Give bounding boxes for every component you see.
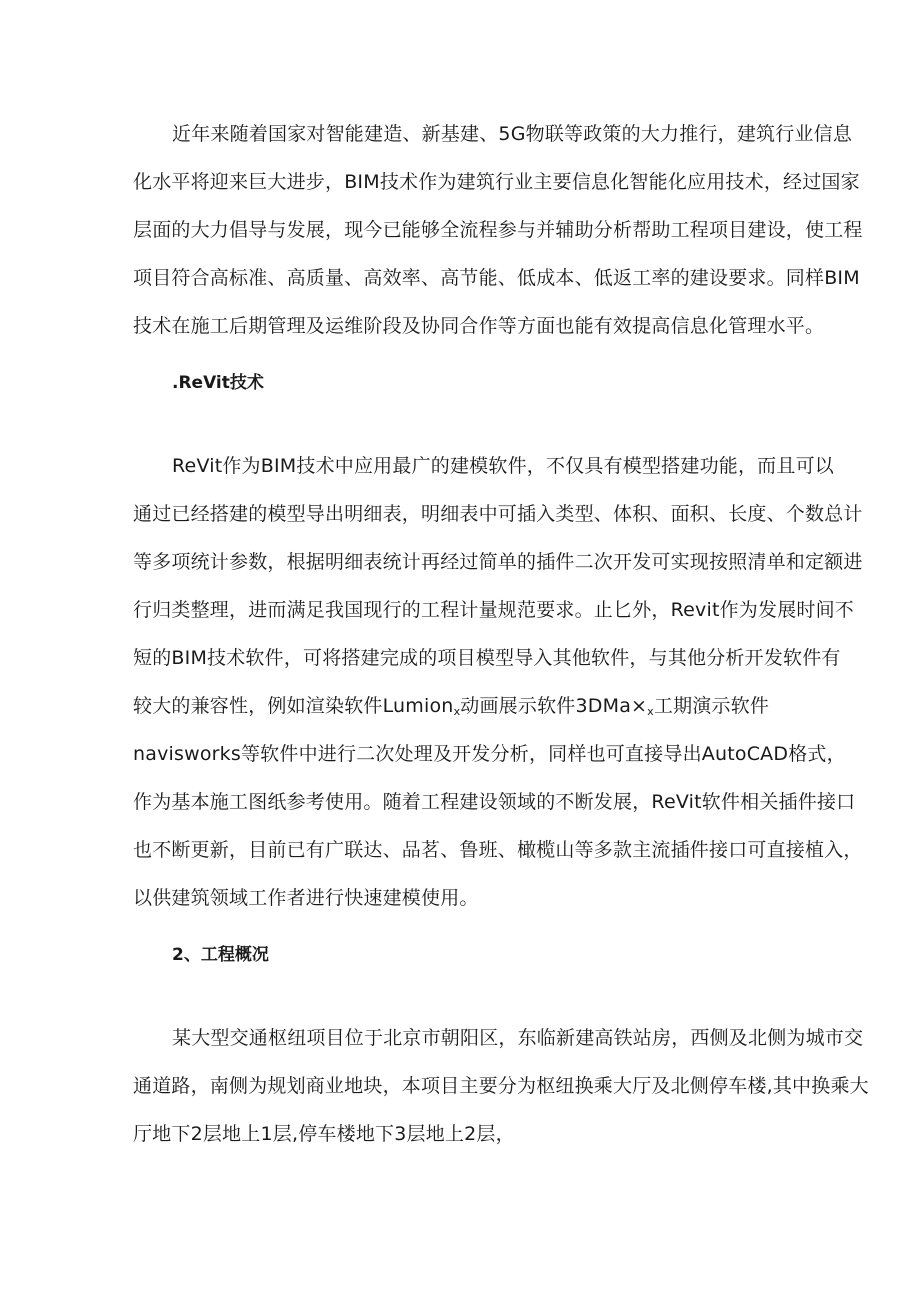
paragraph-2-line-4: 行归类整理，进而满足我国现行的工程计量规范要求。止匕外，Revit作为发展时间不 xyxy=(133,599,855,621)
paragraph-2-line-3: 等多项统计参数，根据明细表统计再经过简单的插件二次开发可实现按照清单和定额进 xyxy=(133,551,863,573)
paragraph-2-line-1: ReVit作为BIM技术中应用最广的建模软件，不仅具有模型搭建功能，而且可以 xyxy=(172,455,834,477)
paragraph-2-line-6 xyxy=(133,694,769,724)
paragraph-2-line-7: navisworks等软件中进行二次处理及开发分析，同样也可直接导出AutoCAD格式， xyxy=(133,743,846,765)
line-6-subscript-2: x xyxy=(647,705,654,718)
paragraph-1-line-3: 层面的大力倡导与发展，现今已能够全流程参与并辅助分析帮助工程项目建设，使工程 xyxy=(133,219,863,241)
paragraph-2-line-2: 通过已经搭建的模型导出明细表，明细表中可插入类型、体积、面积、长度、个数总计 xyxy=(133,503,863,525)
paragraph-1-line-1: 近年来随着国家对智能建造、新基建、5G物联等政策的大力推行，建筑行业信息 xyxy=(172,123,853,145)
paragraph-1-line-4: 项目符合高标准、高质量、高效率、高节能、低成本、低返工率的建设要求。同样BIM xyxy=(133,267,860,289)
section-heading-project-overview: 2、工程概况 xyxy=(172,945,269,965)
paragraph-1-line-2: 化水平将迎来巨大进步，BIM技术作为建筑行业主要信息化智能化应用技术，经过国家 xyxy=(133,171,860,193)
section-heading-revit: .ReVit技术 xyxy=(172,373,264,393)
paragraph-2-line-8: 作为基本施工图纸参考使用。随着工程建设领域的不断发展，ReVit软件相关插件接口 xyxy=(133,791,856,813)
line-6-part-b: 动画展示软件3DMa× xyxy=(460,695,648,717)
paragraph-2-line-9: 也不断更新，目前已有广联达、品茗、鲁班、橄榄山等多款主流插件接口可直接植入， xyxy=(133,839,863,861)
line-6-part-c: 工期演示软件 xyxy=(653,695,770,717)
paragraph-2-line-5: 短的BIM技术软件，可将搭建完成的项目模型导入其他软件，与其他分析开发软件有 xyxy=(133,647,841,669)
line-6-part-a: 较大的兼容性，例如渲染软件Lumion xyxy=(133,695,454,717)
line-6-subscript-1: x xyxy=(453,705,461,718)
paragraph-3-line-3: 厅地下2层地上1层,停车楼地下3层地上2层， xyxy=(133,1123,515,1145)
paragraph-2-line-10: 以供建筑领域工作者进行快速建模使用。 xyxy=(133,887,479,909)
paragraph-1-line-5: 技术在施工后期管理及运维阶段及协同合作等方面也能有效提高信息化管理水平。 xyxy=(133,315,825,337)
paragraph-3-line-1: 某大型交通枢纽项目位于北京市朝阳区，东临新建高铁站房，西侧及北侧为城市交 xyxy=(172,1027,864,1049)
paragraph-3-line-2: 通道路，南侧为规划商业地块，本项目主要分为枢纽换乘大厅及北侧停车楼,其中换乘大 xyxy=(133,1075,869,1097)
